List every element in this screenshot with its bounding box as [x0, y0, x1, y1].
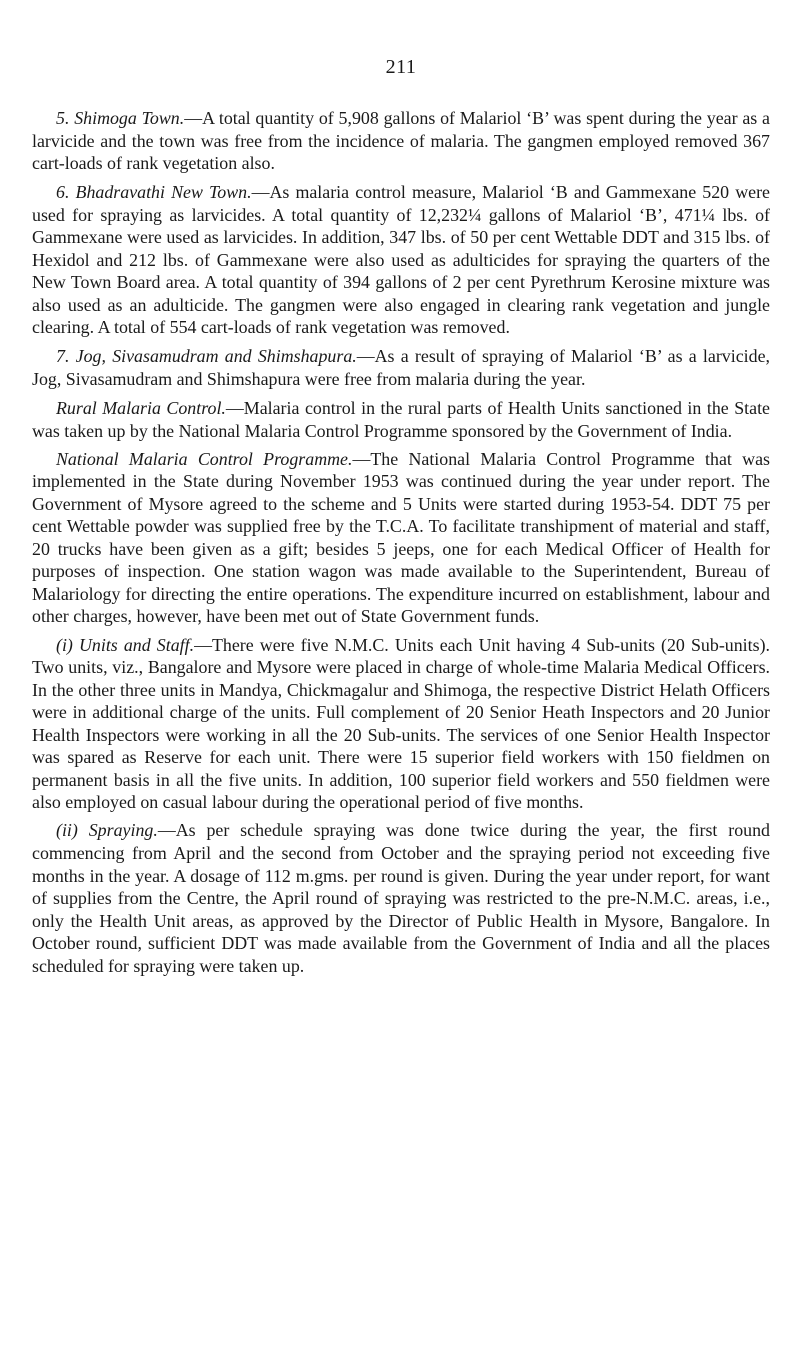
- paragraph-heading: 5. Shimoga Town.: [56, 108, 185, 128]
- paragraph-nmcp: [32, 448, 770, 628]
- page-number: 211: [385, 56, 417, 78]
- document-body: [32, 107, 770, 983]
- paragraph-units-staff: [32, 634, 770, 814]
- paragraph-text: —The National Malaria Control Programme that was implemented in the State during November 1953 was continued during the year under report. The Government of Mysore agreed to the scheme and 5 Units were started during 1953-54. DDT 75 per cent Wettable powder was supplied free by the T.C.A. To facilitate transhipment of material and staff, 20 trucks have been given as a gift; besides 5 jeeps, one for each Medical Officer of Health for purposes of inspection. One station wagon was made available to the Superintendent, Bureau of Malariology for directing the entire operations. The expenditure incurred on establishment, labour and other charges, however, have been met out of State Government funds.: [32, 448, 770, 627]
- paragraph-heading: 6. Bhadravathi New Town.: [56, 182, 252, 203]
- paragraph-heading: (ii) Spraying.: [56, 820, 158, 841]
- paragraph-spraying: [32, 819, 770, 977]
- paragraph-heading: (i) Units and Staff.: [56, 634, 195, 655]
- paragraph-text: —There were five N.M.C. Units each Unit having 4 Sub-units (20 Sub-units). Two units, viz., Bangalore and Mysore were placed in charge of whole-time Malaria Medical Officers. In the other three units in Mandya, Chickmagalur and Shimoga, the respective District Helath Officers were in additional charge of the units. Full complement of 20 Senior Heath Inspectors and 20 Junior Health Inspectors were working in all the 20 Sub-units. The services of one Senior Health Inspector was spared as Reserve for each unit. There were 15 superior field workers with 150 fieldmen on permanent basis in all the five units. In addition, 100 superior field workers and 550 fieldmen were also employed on casual labour during the operational period of five months.: [32, 634, 771, 813]
- paragraph-text: —As malaria control measure, Malariol ‘B and Gammexane 520 were used for spraying as larvicides. A total quantity of 12,232¼ gallons of Malariol ‘B’, 471¼ lbs. of Gammexane were used as larvicides. In addition, 347 lbs. of 50 per cent Wettable DDT and 315 lbs. of Hexidol and 212 lbs. of Gammexane were also used as adulticides for spraying the quarters of the New Town Board area. A total quantity of 394 gallons of 2 per cent Pyrethrum Kerosine mixture was also used as an adulticide. The gangmen were also engaged in clearing rank vegetation and jungle clearing. A total of 554 cart-loads of rank vegetation was removed.: [32, 182, 770, 338]
- paragraph-text: —As per schedule spraying was done twice during the year, the first round commencing from April and the second from October and the spraying period not exceeding five months in the year. A dosage of 112 m.gms. per round is given. During the year under report, for want of supplies from the Centre, the April round of spraying was restricted to the pre-N.M.C. areas, i.e., only the Health Unit areas, as approved by the Director of Public Health in Mysore, Bangalore. In October round, sufficient DDT was made available from the Government of India and all the places scheduled for spraying were taken up.: [32, 820, 771, 976]
- paragraph-shimoga-town: [32, 107, 770, 175]
- paragraph-heading: 7. Jog, Sivasamudram and Shimshapura.: [56, 346, 357, 367]
- paragraph-rural-malaria: [32, 397, 770, 442]
- paragraph-bhadravathi: [32, 181, 770, 339]
- paragraph-heading: Rural Malaria Control.: [56, 398, 226, 419]
- paragraph-text: —As a result of spraying of Malariol ‘B’ as a larvicide, Jog, Sivasamudram and Shimshapura were free from malaria during the year.: [32, 346, 770, 390]
- paragraph-jog: [32, 345, 770, 390]
- paragraph-text: —Malaria control in the rural parts of Health Units sanctioned in the State was taken up by the National Malaria Control Programme sponsored by the Government of India.: [32, 398, 770, 441]
- paragraph-text: —A total quantity of 5,908 gallons of Malariol ‘B’ was spent during the year as a larvicide and the town was free from the incidence of malaria. The gangmen employed removed 367 cart-loads of rank vegetation also.: [32, 108, 770, 174]
- paragraph-heading: National Malaria Control Programme.: [56, 448, 353, 469]
